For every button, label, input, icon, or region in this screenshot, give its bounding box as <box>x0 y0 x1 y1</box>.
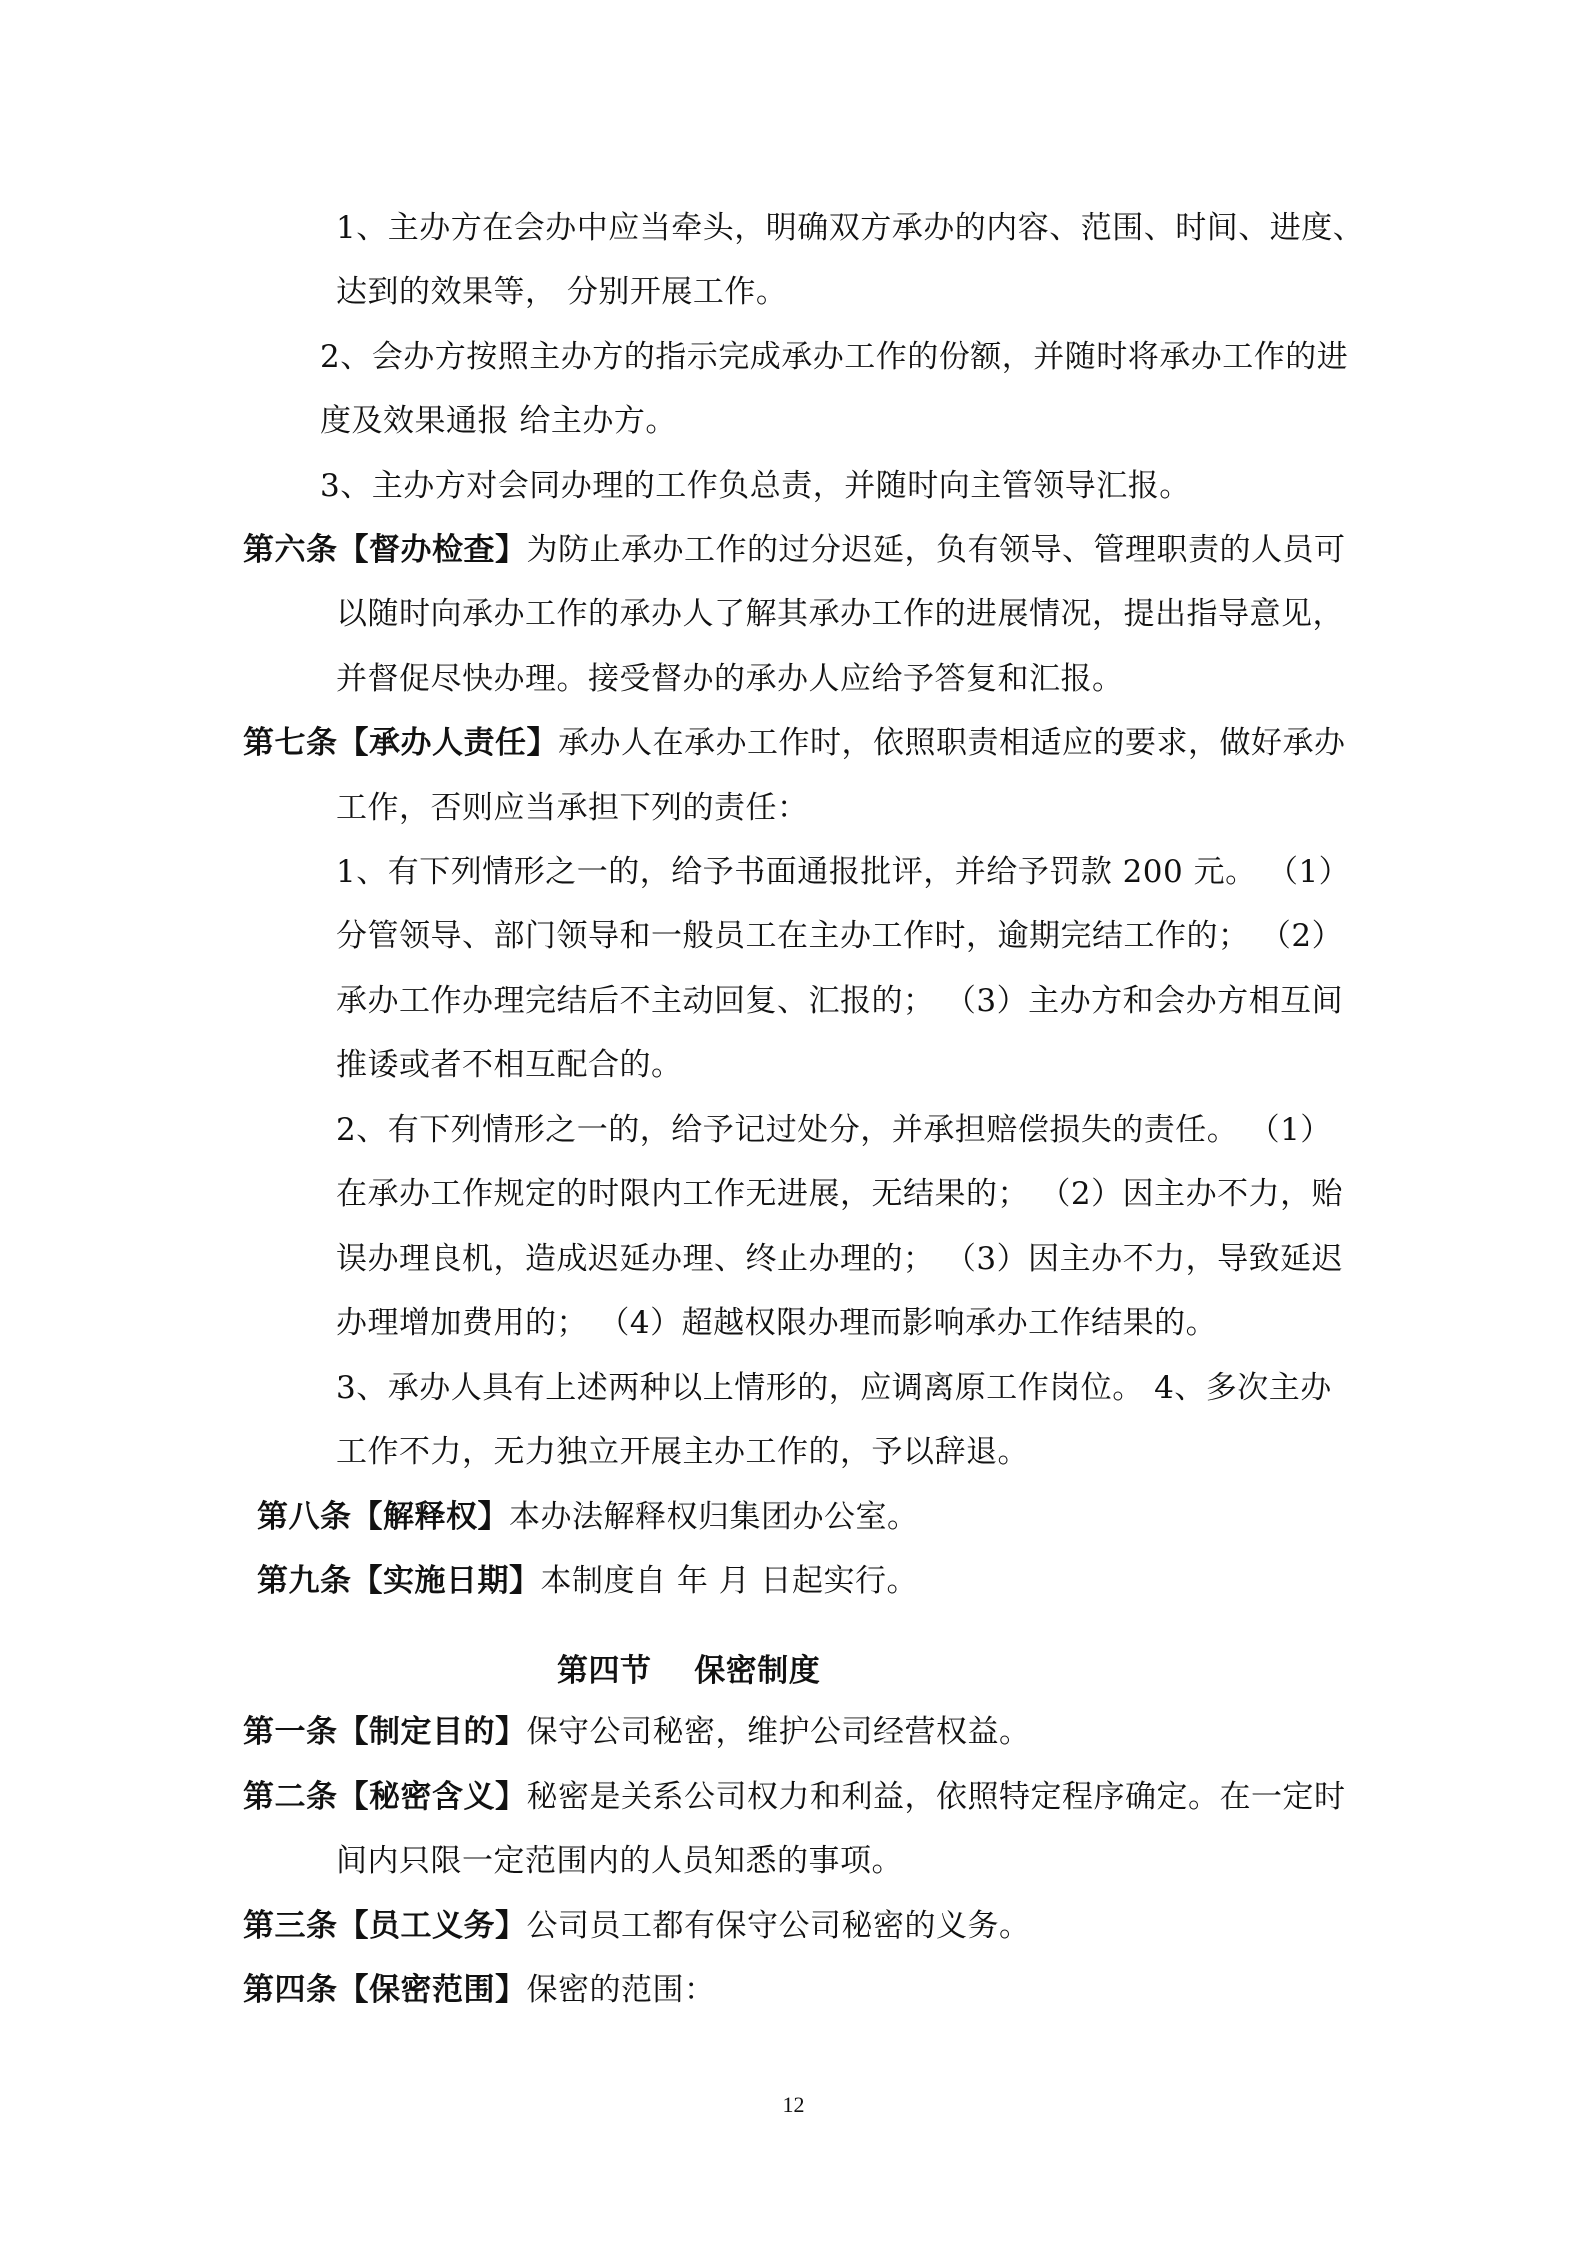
article-text: 为防止承办工作的过分迟延，负有领导、管理职责的人员可 <box>526 532 1346 568</box>
article-first-line <box>243 1970 716 2010</box>
article-text: 本办法解释权归集团办公室。 <box>509 1499 919 1535</box>
paragraph-line: 1、主办方在会办中应当牵头，明确双方承办的内容、范围、时间、进度、 <box>336 210 1365 246</box>
paragraph-line: 3、主办方对会同办理的工作负总责，并随时向主管领导汇报。 <box>320 468 1191 504</box>
paragraph-line: 2、有下列情形之一的，给予记过处分，并承担赔偿损失的责任。 （1） <box>336 1112 1332 1148</box>
article-label: 第六条【督办检查】 <box>243 532 527 568</box>
paragraph-line: 办理增加费用的； （4）超越权限办理而影响承办工作结果的。 <box>336 1305 1218 1341</box>
article-label: 第八条【解释权】 <box>257 1499 509 1535</box>
paragraph-line: 3、承办人具有上述两种以上情形的，应调离原工作岗位。 4、多次主办 <box>336 1370 1332 1406</box>
article-first-line <box>243 530 1346 570</box>
article-text: 公司员工都有保守公司秘密的义务。 <box>526 1908 1031 1944</box>
article-label: 第四条【保密范围】 <box>243 1972 527 2008</box>
paragraph-line: 分管领导、部门领导和一般员工在主办工作时，逾期完结工作的； （2） <box>336 918 1344 954</box>
paragraph-line: 工作，否则应当承担下列的责任： <box>336 790 809 826</box>
paragraph-line: 1、有下列情形之一的，给予书面通报批评，并给予罚款 200 元。 （1） <box>336 854 1351 890</box>
article-text: 保密的范围： <box>526 1972 716 2008</box>
paragraph-line: 间内只限一定范围内的人员知悉的事项。 <box>336 1843 903 1879</box>
article-label: 第一条【制定目的】 <box>243 1714 527 1750</box>
article-label: 第三条【员工义务】 <box>243 1908 527 1944</box>
paragraph-line: 以随时向承办工作的承办人了解其承办工作的进展情况，提出指导意见， <box>336 596 1344 632</box>
paragraph-line: 并督促尽快办理。接受督办的承办人应给予答复和汇报。 <box>336 661 1124 697</box>
paragraph-line: 在承办工作规定的时限内工作无进展，无结果的； （2）因主办不力，贻 <box>336 1176 1344 1212</box>
article-text: 保守公司秘密，维护公司经营权益。 <box>526 1714 1031 1750</box>
article-label: 第九条【实施日期】 <box>257 1563 541 1599</box>
article-label: 第二条【秘密含义】 <box>243 1779 527 1815</box>
paragraph-line: 2、会办方按照主办方的指示完成承办工作的份额，并随时将承办工作的进 <box>320 339 1349 375</box>
page-number: 12 <box>782 2092 805 2117</box>
article-text: 秘密是关系公司权力和利益，依照特定程序确定。在一定时 <box>526 1779 1346 1815</box>
paragraph-line: 度及效果通报 给主办方。 <box>320 403 677 439</box>
paragraph-line: 承办工作办理完结后不主动回复、汇报的； （3）主办方和会办方相互间 <box>336 983 1344 1019</box>
article-first-line <box>243 1777 1346 1817</box>
article-first-line <box>243 1712 1031 1752</box>
article-first-line <box>257 1497 919 1537</box>
article-label: 第七条【承办人责任】 <box>243 725 558 761</box>
paragraph-line: 推诿或者不相互配合的。 <box>336 1047 683 1083</box>
paragraph-line: 误办理良机，造成迟延办理、终止办理的； （3）因主办不力，导致延迟 <box>336 1241 1344 1277</box>
paragraph-line: 达到的效果等， 分别开展工作。 <box>336 274 788 310</box>
article-first-line <box>243 723 1346 763</box>
section-title: 第四节 保密制度 <box>557 1653 821 1689</box>
article-text: 承办人在承办工作时，依照职责相适应的要求，做好承办 <box>558 725 1346 761</box>
article-text: 本制度自 年 月 日起实行。 <box>540 1563 919 1599</box>
paragraph-line: 工作不力，无力独立开展主办工作的，予以辞退。 <box>336 1434 1029 1470</box>
article-first-line <box>243 1906 1031 1946</box>
article-first-line <box>257 1561 918 1601</box>
